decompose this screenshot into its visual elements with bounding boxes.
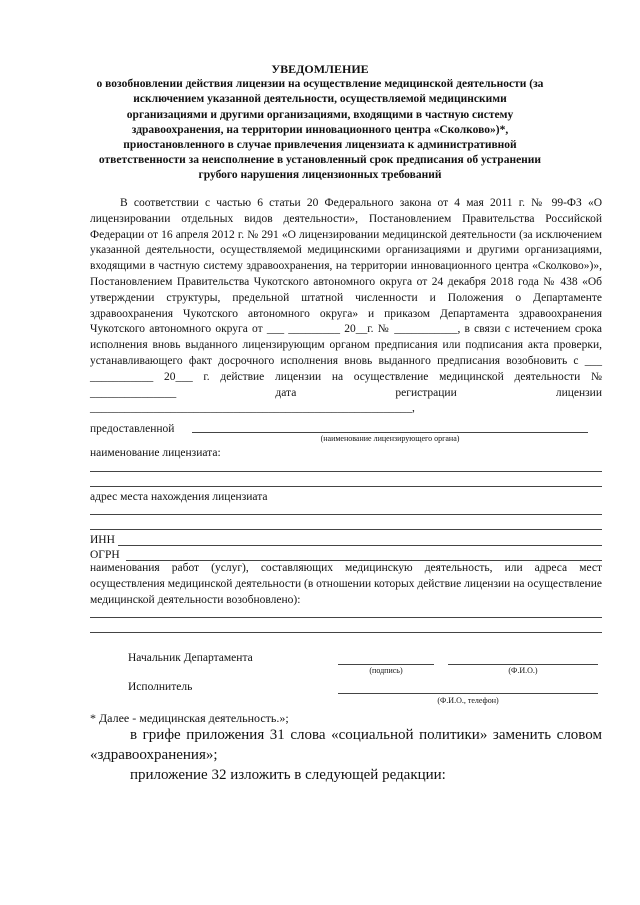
head-signature-line [338,664,434,665]
ogrn-label: ОГРН [90,549,120,561]
executor-label: Исполнитель [128,681,193,693]
subtitle-line: ответственности за неисполнение в установленный срок предписания об устранении [98,154,542,167]
works-text: наименования работ (услуг), составляющих медицинскую деятельность, или адреса мест осуществления медицинской деятельности (в отношении которых действие лицензии на осуществление медицинской деятельности возобновлено): [90,562,602,606]
subtitle-line: здравоохранения, на территории инновационного центра «Сколково»)*, [131,123,509,136]
body-paragraph: В соответствии с частью 6 статьи 20 Федерального закона от 4 мая 2011 г. № 99-ФЗ «О лицензировании отдельных видов деятельности», Постановлением Правительства Российской Федерации от 16 апреля 2012 г. № 291 «О лицензировании медицинской деятельности (за исключением указанной деятельности, осуществляемой медицинскими организациями и другими организациями, входящими в частную систему здравоохранения, на территории инновационного центра «Сколково»)», Постановлением Правительства Чукотского автономного округа от 24 декабря 2018 года № 438 «Об утверждении структуры, предельной штатной численности и Положения о Департаменте здравоохранения Чукотского автономного округа» и приказом Департамента здравоохранения Чукотского автономного округа от ___ _________ 20__г. № ___________, в связи с истечением срока исполнения вновь выданного лицензирующим органом предписания или подписания акта проверки, устанавливающего факт досрочного исполнения вновь выданного предписания возобновить с ___ ___________ 20___ г. действие лицензии на осуществление медицинской деятельности № _______________ дата регистрации лицензии ________________________________________________________, [90,197,602,415]
signature-caption: (подпись) [369,666,403,675]
executor-caption: (Ф.И.О., телефон) [437,696,499,705]
subtitle-line: о возобновлении действия лицензии на осуществление медицинской деятельности (за [96,78,544,91]
licensee-name-line [90,471,602,472]
licensee-name-label: наименование лицензиата: [90,447,221,459]
head-name-line [448,664,598,665]
amendment-paragraph: приложение 32 изложить в следующей редакции: [130,767,446,783]
provided-line [192,432,588,433]
footnote: * Далее - медицинская деятельность.»; [90,711,289,725]
subtitle-line: грубого нарушения лицензионных требований [198,169,442,182]
provided-label: предоставленной [90,423,175,435]
inn-line [118,545,602,546]
licensee-address-line [90,529,602,530]
licensee-address-label: адрес места нахождения лицензиата [90,491,268,503]
licensee-name-line [90,486,602,487]
works-line [90,632,602,633]
works-line [90,617,602,618]
document-title-block [40,62,600,184]
subtitle-line: приостановленного в случае привлечения лицензиата к административной [123,139,517,152]
subtitle-line: организациями и другими организациями, входящими в частную систему [126,108,514,121]
provided-caption: (наименование лицензирующего органа) [320,434,460,443]
name-caption: (Ф.И.О.) [508,666,538,675]
amendment-paragraph: в грифе приложения 31 слова «социальной политики» заменить словом «здравоохранения»; [90,727,602,763]
subtitle-line: исключением указанной деятельности, осуществляемой медицинскими [133,93,507,106]
executor-line [338,693,598,694]
licensee-address-line [90,514,602,515]
inn-label: ИНН [90,534,115,546]
document-title: УВЕДОМЛЕНИЕ [271,62,369,76]
head-label: Начальник Департамента [128,652,253,664]
